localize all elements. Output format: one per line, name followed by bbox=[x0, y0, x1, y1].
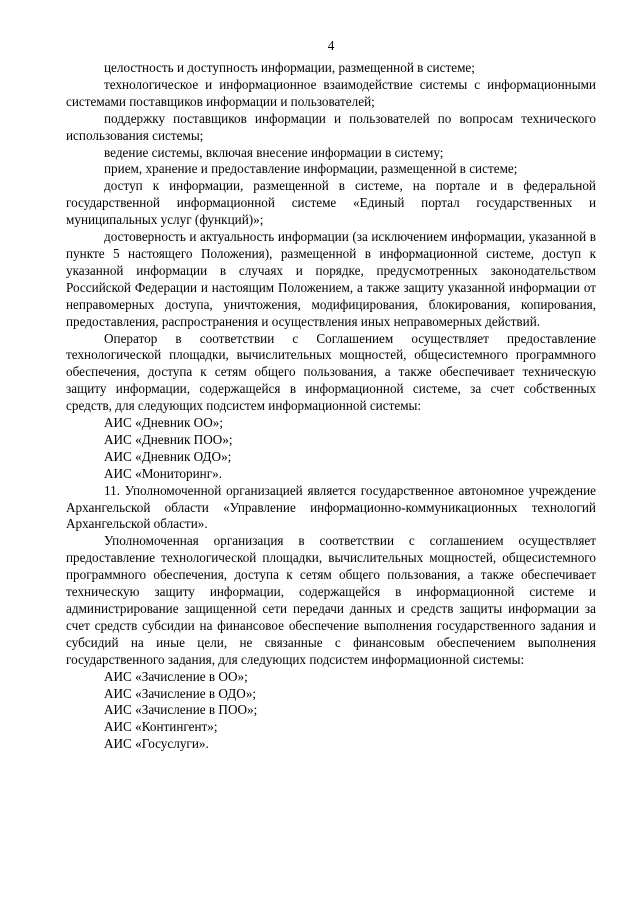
list-item: АИС «Мониторинг». bbox=[104, 465, 223, 481]
list-item: АИС «Дневник ОДО»; bbox=[104, 448, 232, 464]
paragraph: Уполномоченная организация в соответствии с соглашением осуществляет предоставление технологической площадки, вычислительных мощностей, общесистемного программного обеспечения, доступа к сетям общего пользования, а также обеспечивает техническую защиту информации, содержащейся в информационной системе и администрирование защищенной сети передачи данных и средств защиты информации за счет средств субсидии на финансовое обеспечение выполнения государственного задания и субсидий на иные цели, не связанные с финансовым обеспечением выполнения государственного задания, для следующих подсистем информационной системы: bbox=[66, 533, 596, 667]
paragraph: целостность и доступность информации, размещенной в системе; bbox=[104, 60, 475, 75]
paragraph: ведение системы, включая внесение информации в систему; bbox=[104, 144, 444, 160]
paragraph: поддержку поставщиков информации и пользователей по вопросам технического использования системы; bbox=[66, 110, 596, 143]
list-item: АИС «Зачисление в ОДО»; bbox=[104, 685, 257, 701]
paragraph: технологическое и информационное взаимодействие системы с информационными системами поставщиков информации и пользователей; bbox=[66, 76, 596, 109]
paragraph: прием, хранение и предоставление информации, размещенной в системе; bbox=[104, 161, 518, 177]
paragraph: Оператор в соответствии с Соглашением осуществляет предоставление технологической площадки, вычислительных мощностей, общесистемного программного обеспечения, доступа к сетям общего пользования, а также обеспечивает техническую защиту информации, содержащейся в информационной системе, за счет собственных средств, для следующих подсистем информационной системы: bbox=[66, 330, 596, 414]
list-item: АИС «Зачисление в ПОО»; bbox=[104, 702, 258, 718]
subsystem-list bbox=[66, 669, 596, 754]
paragraph-11: 11. Уполномоченной организацией является государственное автономное учреждение Архангельской области «Управление информационно-коммуникационных технологий Архангельской области». bbox=[66, 482, 596, 532]
list-item: АИС «Зачисление в ОО»; bbox=[104, 668, 248, 684]
list-item: АИС «Госуслуги». bbox=[104, 736, 209, 752]
subsystem-list bbox=[66, 415, 596, 483]
page-number: 4 bbox=[327, 38, 335, 53]
paragraph: достоверность и актуальность информации (за исключением информации, указанной в пункте 5 настоящего Положения), размещенной в информационной системе, доступ к указанной информации в случаях и порядке, предусмотренных законодательством Российской Федерации и настоящим Положением, а также защиту указанной информации от неправомерных доступа, уничтожения, модифицирования, блокирования, копирования, предоставления, распространения и осуществления иных неправомерных действий. bbox=[66, 229, 596, 329]
list-item: АИС «Контингент»; bbox=[104, 719, 218, 735]
paragraph: доступ к информации, размещенной в системе, на портале и в федеральной государственной информационной системе «Единый портал государственных и муниципальных услуг (функций)»; bbox=[66, 178, 596, 228]
list-item: АИС «Дневник ОО»; bbox=[104, 415, 223, 431]
list-item: АИС «Дневник ПОО»; bbox=[104, 431, 233, 447]
